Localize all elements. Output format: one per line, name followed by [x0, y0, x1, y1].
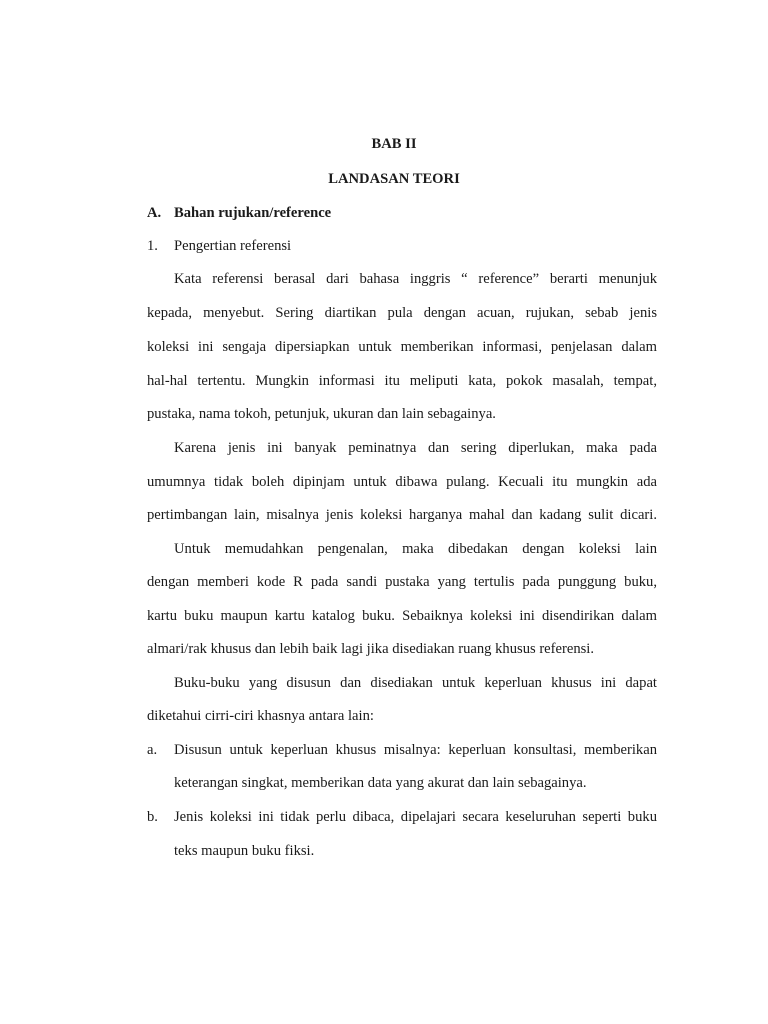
chapter-heading: BAB II [371, 136, 417, 152]
section-heading [147, 205, 331, 222]
section-marker: A. [147, 205, 162, 221]
paragraph-line: umumnya tidak boleh dipinjam untuk dibawa pulang. Kecuali itu mungkin ada [147, 474, 657, 490]
list-item-line: Disusun untuk keperluan khusus misalnya: keperluan konsultasi, memberikan [174, 742, 657, 758]
paragraph-line: kepada, menyebut. Sering diartikan pula dengan acuan, rujukan, sebab jenis [147, 305, 657, 321]
list-item-line: keterangan singkat, memberikan data yang akurat dan lain sebagainya. [174, 775, 587, 791]
paragraph-line: diketahui cirri-ciri khasnya antara lain: [147, 708, 374, 724]
list-item-line: Jenis koleksi ini tidak perlu dibaca, dipelajari secara keseluruhan seperti buku [174, 809, 657, 825]
subsection-label: Pengertian referensi [174, 238, 292, 254]
paragraph-line: koleksi ini sengaja dipersiapkan untuk memberikan informasi, penjelasan dalam [147, 339, 657, 355]
subsection-heading [147, 238, 291, 255]
paragraph-line: Buku-buku yang disusun dan disediakan untuk keperluan khusus ini dapat [174, 675, 657, 691]
paragraph-line: pustaka, nama tokoh, petunjuk, ukuran dan lain sebagainya. [147, 406, 496, 422]
paragraph-line: Untuk memudahkan pengenalan, maka dibedakan dengan koleksi lain [174, 541, 657, 557]
paragraph-line: hal-hal tertentu. Mungkin informasi itu meliputi kata, pokok masalah, tempat, [147, 373, 657, 389]
list-item-marker: b. [147, 809, 158, 825]
chapter-title: LANDASAN TEORI [328, 171, 460, 187]
paragraph-line: pertimbangan lain, misalnya jenis koleksi harganya mahal dan kadang sulit dicari. [147, 507, 657, 523]
subsection-marker: 1. [147, 238, 158, 254]
list-item-marker: a. [147, 742, 158, 758]
list-item-line: teks maupun buku fiksi. [174, 843, 315, 859]
paragraph-line: almari/rak khusus dan lebih baik lagi jika disediakan ruang khusus referensi. [147, 641, 595, 657]
paragraph-line: kartu buku maupun kartu katalog buku. Sebaiknya koleksi ini disendirikan dalam [147, 608, 657, 624]
paragraph-line: Kata referensi berasal dari bahasa inggris “ reference” berarti menunjuk [174, 271, 657, 287]
paragraph-line: Karena jenis ini banyak peminatnya dan sering diperlukan, maka pada [174, 440, 657, 456]
paragraph-line: dengan memberi kode R pada sandi pustaka yang tertulis pada punggung buku, [147, 574, 657, 590]
section-label: Bahan rujukan/reference [174, 205, 332, 221]
